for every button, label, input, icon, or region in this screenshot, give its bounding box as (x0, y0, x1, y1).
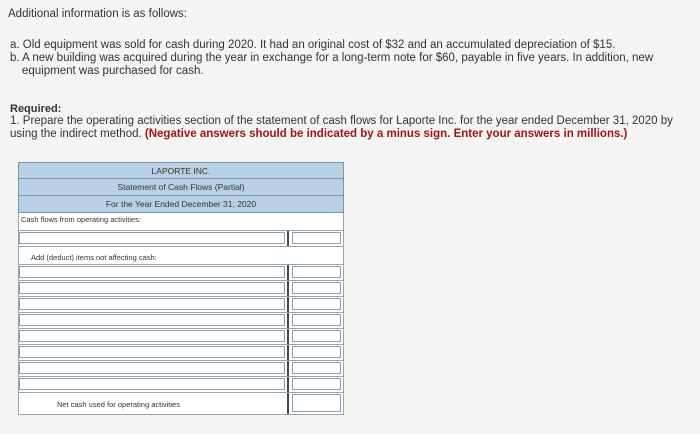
table-statement-title: Statement of Cash Flows (Partial) (18, 179, 344, 196)
amount-cell (287, 345, 343, 360)
amount-cell (287, 281, 343, 296)
line-item-input[interactable] (19, 362, 285, 374)
amount-input[interactable] (292, 266, 341, 278)
info-item-b-line2: equipment was purchased for cash. (22, 65, 204, 77)
net-cash-label: Net cash used for operating activities (57, 400, 180, 409)
table-company-name: LAPORTE INC. (18, 162, 344, 179)
amount-input[interactable] (292, 378, 341, 390)
table-row (18, 329, 344, 345)
amount-cell (287, 231, 343, 246)
table-row (18, 313, 344, 329)
table-row (18, 231, 344, 247)
required-line2 (10, 128, 680, 141)
section-label: Cash flows from operating activities: (21, 215, 142, 224)
amount-input[interactable] (292, 330, 341, 342)
amount-input[interactable] (292, 298, 341, 310)
cash-flow-table (18, 162, 344, 415)
amount-cell (287, 377, 343, 392)
line-item-input[interactable] (19, 378, 285, 390)
net-amount-input[interactable] (292, 394, 341, 412)
table-row (18, 377, 344, 393)
amount-input[interactable] (292, 232, 341, 244)
info-item-a: a. Old equipment was sold for cash during 2020. It had an original cost of $32 and an accumulated depreciation of $15. (10, 39, 616, 51)
amount-cell (287, 297, 343, 312)
required-line2-plain: using the indirect method. (10, 128, 142, 140)
row-section-header (18, 213, 344, 231)
info-item-b-line1: b. A new building was acquired during the year in exchange for a long-term note for $60, payable in five years. In addition, new (10, 52, 654, 64)
table-row (18, 345, 344, 361)
row-net-cash (18, 393, 344, 415)
intro-text: Additional information is as follows: (8, 8, 187, 20)
amount-input[interactable] (292, 346, 341, 358)
amount-input[interactable] (292, 314, 341, 326)
amount-cell (287, 265, 343, 280)
required-line2-bold: (Negative answers should be indicated by a minus sign. Enter your answers in millions.) (144, 128, 628, 140)
table-period: For the Year Ended December 31, 2020 (18, 196, 344, 213)
amount-input[interactable] (292, 282, 341, 294)
adjust-label: Add (deduct) items not affecting cash: (31, 253, 157, 262)
line-item-input[interactable] (19, 232, 285, 244)
net-amount-cell (287, 393, 343, 414)
required-instructions (10, 115, 680, 141)
line-item-input[interactable] (19, 282, 285, 294)
table-row (18, 361, 344, 377)
line-item-input[interactable] (19, 314, 285, 326)
required-heading: Required: (10, 103, 62, 115)
amount-cell (287, 329, 343, 344)
amount-cell (287, 313, 343, 328)
line-item-input[interactable] (19, 298, 285, 310)
amount-input[interactable] (292, 362, 341, 374)
amount-cell (287, 361, 343, 376)
line-item-input[interactable] (19, 346, 285, 358)
table-row (18, 281, 344, 297)
table-row (18, 265, 344, 281)
line-item-input[interactable] (19, 330, 285, 342)
table-row (18, 297, 344, 313)
line-item-input[interactable] (19, 266, 285, 278)
required-line1: 1. Prepare the operating activities section of the statement of cash flows for Laporte Inc. for the year ended December 31, 2020 by (10, 115, 673, 127)
row-adjust-header (18, 247, 344, 265)
